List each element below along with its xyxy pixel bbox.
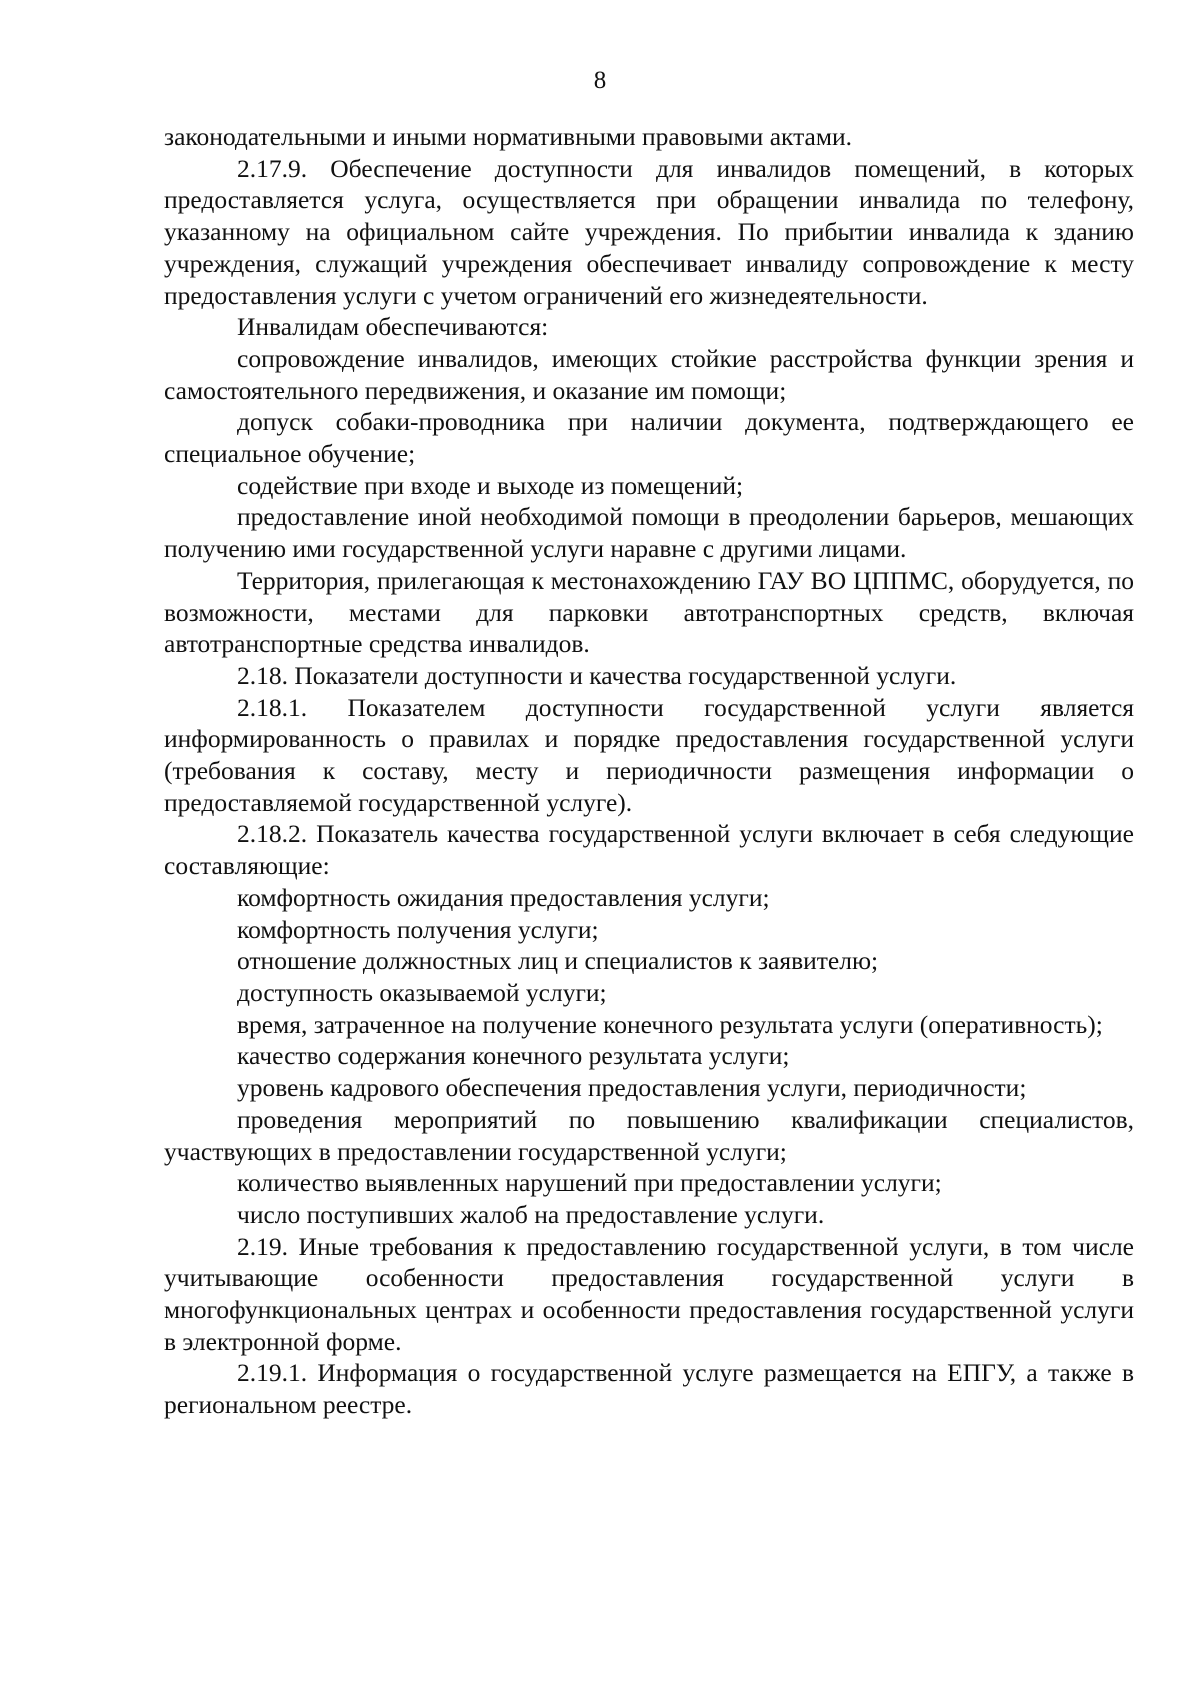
paragraph: законодательными и иными нормативными правовыми актами. [164,122,853,151]
list-item: время, затраченное на получение конечного результата услуги (оперативность); [237,1009,1103,1039]
list-item: отношение должностных лиц и специалистов к заявителю; [237,946,879,976]
list-item: доступность оказываемой услуги; [237,977,607,1007]
paragraph-2-18-2: 2.18.2. Показатель качества государственной услуги включает в себя следующие составляющие: [164,819,1134,881]
list-item: сопровождение инвалидов, имеющих стойкие расстройства функции зрения и самостоятельного передвижения, и оказание им помощи; [164,343,1134,405]
list-item: качество содержания конечного результата услуги; [237,1041,790,1071]
paragraph: Территория, прилегающая к местонахождению ГАУ ВО ЦППМС, оборудуется, по возможности, местами для парковки автотранспортных средств, включая автотранспортные средства инвалидов. [164,565,1134,659]
list-item: проведения мероприятий по повышению квалификации специалистов, участвующих в предоставлении государственной услуги; [164,1104,1134,1166]
section-heading-2-18: 2.18. Показатели доступности и качества государственной услуги. [237,660,957,690]
list-item: комфортность ожидания предоставления услуги; [237,882,770,912]
paragraph-2-17-9: 2.17.9. Обеспечение доступности для инвалидов помещений, в которых предоставляется услуга, осуществляется при обращении инвалида по телефону, указанному на официальном сайте учреждения. По прибытии инвалида к зданию учреждения, служащий учреждения обеспечивает инвалиду сопровождение к месту предоставления услуги с учетом ограничений его жизнедеятельности. [164,153,1134,310]
document-body [164,121,1134,1421]
list-item: уровень кадрового обеспечения предоставления услуги, периодичности; [237,1073,1027,1103]
section-heading-2-19: 2.19. Иные требования к предоставлению государственной услуги, в том числе учитывающие особенности предоставления государственной услуги в многофункциональных центрах и особенности предоставления государственной услуги в электронной форме. [164,1231,1134,1356]
paragraph-2-18-1: 2.18.1. Показателем доступности государственной услуги является информированность о правилах и порядке предоставления государственной услуги (требования к составу, месту и периодичности размещения информации о предоставляемой государственной услуге). [164,692,1134,817]
list-item: предоставление иной необходимой помощи в преодолении барьеров, мешающих получению ими государственной услуги наравне с другими лицами. [164,502,1134,564]
list-item: содействие при входе и выходе из помещений; [237,470,744,500]
list-item: допуск собаки-проводника при наличии документа, подтверждающего ее специальное обучение; [164,407,1134,469]
page-number: 8 [593,67,607,94]
list-item: комфортность получения услуги; [237,914,599,944]
list-item: количество выявленных нарушений при предоставлении услуги; [237,1168,942,1198]
paragraph-2-19-1: 2.19.1. Информация о государственной услуге размещается на ЕПГУ, а также в региональном реестре. [164,1358,1134,1420]
paragraph: Инвалидам обеспечиваются: [237,312,549,342]
list-item: число поступивших жалоб на предоставление услуги. [237,1199,825,1229]
